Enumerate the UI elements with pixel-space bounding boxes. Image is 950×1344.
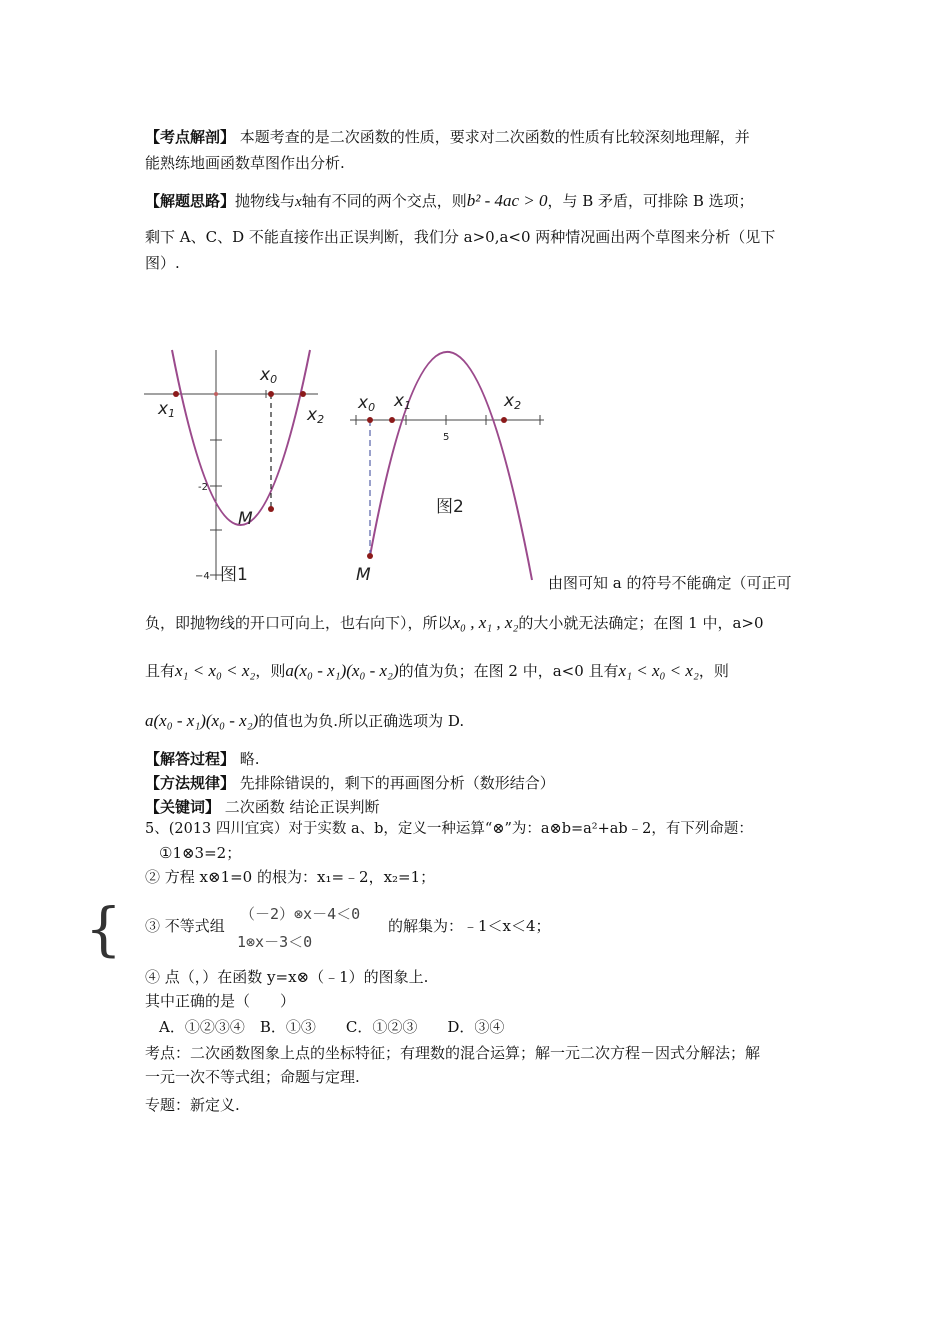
fig2-label-x1: x1: [394, 391, 412, 412]
proposition-2: ② 方程 x⊗1=0 的根为：x₁=﹣2，x₂=1；: [145, 868, 436, 886]
fig1-point-x0: [268, 391, 274, 397]
parabola-figures: [140, 280, 550, 590]
fangfa-guilu: 【方法规律】 先排除错误的，剩下的再画图分析（数形结合）: [145, 774, 555, 792]
fig1-point-M: [268, 506, 274, 512]
question-ask: 其中正确的是（ ）: [145, 992, 296, 1010]
analysis-line4: a(x₀ - x₁)(x₀ - x₂)的值也为负.所以正确选项为 D.: [145, 711, 465, 730]
jieti-silu-line3: 图）.: [145, 254, 180, 272]
fig2-point-M: [367, 553, 373, 559]
fig1-parabola: [172, 350, 310, 525]
analysis-line3: 且有x₁ < x₀ < x₂，则a(x₀ - x₁)(x₀ - x₂)的值为负；在图 2 中，a<0 且有x₁ < x₀ < x₂，则: [145, 661, 729, 680]
kaodian-line2: 一元一次不等式组；命题与定理.: [145, 1068, 360, 1086]
fig1-tick-minus2: -2: [198, 482, 208, 493]
fig1-tick-minus4: −4: [195, 571, 210, 582]
proposition-3-label: ③ 不等式组: [145, 917, 225, 935]
section-label: 【解题思路】: [145, 192, 236, 210]
answer-options: A．①②③④ B．①③ C．①②③ D．③④: [159, 1018, 505, 1036]
fig1-label-x0: x0: [260, 365, 278, 386]
fig2-label-x0: x0: [358, 393, 376, 414]
fig1-point-x2: [300, 391, 306, 397]
fig2-label-x2: x2: [504, 391, 522, 412]
fig2-point-x2: [501, 417, 507, 423]
fig2-caption: 图2: [436, 497, 464, 517]
fig1-point-x1: [173, 391, 179, 397]
jieda-guocheng: 【解答过程】 略.: [145, 750, 260, 768]
fig2-parabola: [370, 352, 532, 580]
fig2-tick-5: 5: [443, 432, 450, 443]
kaodian-line1: 考点：二次函数图象上点的坐标特征；有理数的混合运算；解一元二次方程－因式分解法；解: [145, 1044, 761, 1062]
fig1-caption: 图1: [220, 565, 248, 585]
inequality-1: （－2）⊗x－4＜0: [240, 905, 361, 923]
fig1-label-x1: x1: [158, 399, 176, 420]
discriminant-inequality: b² - 4ac > 0: [466, 191, 548, 210]
fig2-point-x0: [367, 417, 373, 423]
zhuanti: 专题：新定义.: [145, 1096, 240, 1114]
inequality-2: 1⊗x－3＜0: [237, 933, 313, 951]
guanjianci: 【关键词】 二次函数 结论正误判断: [145, 798, 380, 816]
figure-2: [350, 352, 544, 585]
figure-1: [144, 350, 324, 585]
jieti-silu-line1: 【解题思路】抛物线与x轴有不同的两个交点，则b² - 4ac > 0，与 B 矛盾，可排除 B 选项；: [145, 191, 754, 210]
fig1-label-M: M: [238, 509, 253, 529]
inequality-system-brace: {: [85, 895, 122, 963]
proposition-3-solution: 的解集为：﹣1＜x＜4；: [388, 917, 551, 935]
proposition-1: ①1⊗3=2；: [159, 844, 242, 862]
proposition-4: ④ 点（，）在函数 y=x⊗（﹣1）的图象上.: [145, 968, 429, 986]
fig2-point-x1: [389, 417, 395, 423]
kaodian-jiepou-line2: 能熟练地画函数草图作出分析.: [145, 154, 345, 172]
section-label: 【考点解剖】: [145, 128, 236, 146]
fig1-label-x2: x2: [307, 405, 325, 426]
jieti-silu-line2: 剩下 A、C、D 不能直接作出正误判断，我们分 a>0,a<0 两种情况画出两个草图来分析（见下: [145, 228, 776, 246]
analysis-after-figure: 由图可知 a 的符号不能确定（可正可: [548, 574, 792, 592]
fig2-label-M: M: [356, 565, 371, 585]
kaodian-jiepou-line1: 【考点解剖】 本题考查的是二次函数的性质，要求对二次函数的性质有比较深刻地理解，并: [145, 128, 750, 146]
analysis-line2: 负，即抛物线的开口可向上，也右向下），所以x₀ , x₁ , x₂的大小就无法确定；在图 1 中，a>0: [145, 613, 764, 632]
question-5-stem: 5、(2013 四川宜宾）对于实数 a、b，定义一种运算“⊗”为：a⊗b=a²+ab﹣2，有下列命题：: [145, 821, 753, 837]
